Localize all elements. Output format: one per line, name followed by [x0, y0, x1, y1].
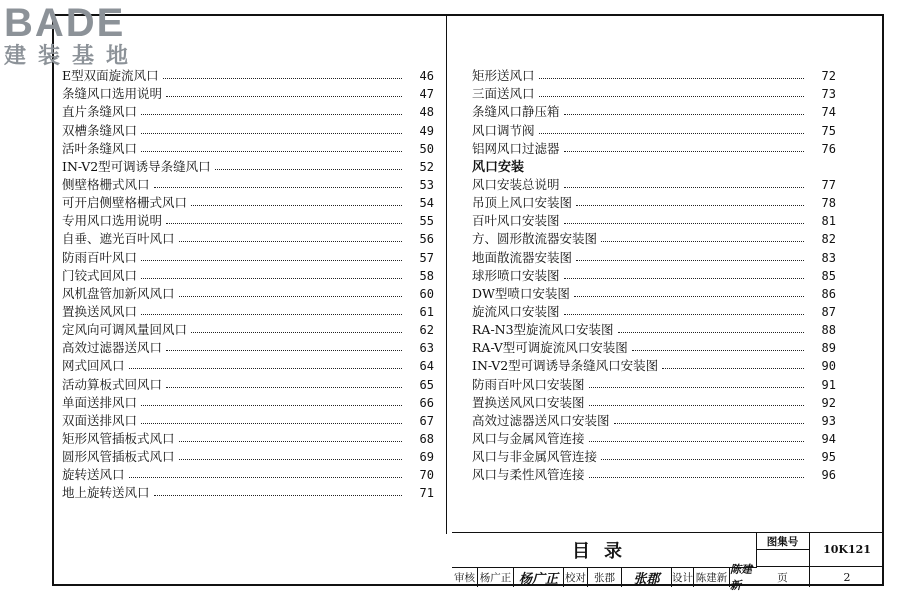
toc-entry-page: 87	[821, 304, 836, 319]
toc-entry-title: 高效过滤器送风口	[62, 340, 163, 356]
toc-entry-page: 46	[419, 69, 434, 84]
reviewer-name: 杨广正	[478, 567, 514, 587]
toc-entry-title: 条缝风口选用说明	[62, 86, 163, 102]
toc-entry	[62, 320, 434, 338]
toc-entry-page: 54	[419, 196, 434, 211]
dot-leader	[215, 169, 402, 170]
dot-leader	[601, 241, 804, 242]
toc-entry-title: 双面送排风口	[62, 412, 138, 428]
dot-leader	[589, 477, 804, 478]
dot-leader	[179, 296, 402, 297]
dot-leader	[589, 405, 804, 406]
dot-leader	[191, 332, 402, 333]
dot-leader	[141, 133, 402, 134]
toc-entry	[62, 102, 434, 120]
toc-entry-title: 置换送风风口安装图	[472, 394, 585, 410]
toc-entry-title: 百叶风口安装图	[472, 213, 560, 229]
page-label: 页	[756, 567, 810, 587]
toc-entry-page: 57	[419, 250, 434, 265]
dot-leader	[141, 423, 402, 424]
toc-entry	[62, 157, 434, 175]
toc-entry	[62, 175, 434, 193]
toc-entry-title: DW型喷口安装图	[472, 285, 570, 301]
toc-entry	[62, 429, 434, 447]
toc-entry	[472, 429, 836, 447]
toc-entry-page: 93	[821, 413, 836, 428]
toc-entry	[472, 302, 836, 320]
toc-entry-page: 86	[821, 286, 836, 301]
dot-leader	[564, 114, 804, 115]
dot-leader	[154, 187, 402, 188]
dot-leader	[614, 423, 804, 424]
dot-leader	[166, 96, 402, 97]
toc-entry-page: 78	[821, 196, 836, 211]
toc-entry	[62, 302, 434, 320]
toc-entry	[472, 447, 836, 465]
dot-leader	[179, 241, 402, 242]
dot-leader	[618, 332, 804, 333]
toc-entry-page: 92	[821, 395, 836, 410]
toc-entry	[472, 356, 836, 374]
toc-entry	[62, 193, 434, 211]
toc-entry	[472, 84, 836, 102]
toc-entry-title: 风口安装总说明	[472, 176, 560, 192]
toc-entry-page: 50	[419, 141, 434, 156]
toc-entry-title: 方、圆形散流器安装图	[472, 231, 598, 247]
toc-entry-title: RA-N3型旋流风口安装图	[472, 322, 614, 338]
toc-entry	[62, 338, 434, 356]
toc-entry-title: 定风向可调风量回风口	[62, 322, 188, 338]
toc-entry	[62, 356, 434, 374]
toc-entry-page: 90	[821, 359, 836, 374]
section-heading: 风口安装	[472, 159, 525, 175]
toc-entry-page: 47	[419, 87, 434, 102]
toc-entry-page: 82	[821, 232, 836, 247]
toc-entry	[62, 465, 434, 483]
toc-entry	[62, 247, 434, 265]
toc-entry-page: 81	[821, 214, 836, 229]
design-label: 设计	[672, 567, 694, 587]
toc-entry-page: 66	[419, 395, 434, 410]
toc-entry-page: 65	[419, 377, 434, 392]
designer-signature: 陈建新	[730, 563, 752, 592]
toc-entry-page: 74	[821, 105, 836, 120]
toc-entry-page: 71	[419, 486, 434, 501]
toc-entry	[472, 175, 836, 193]
dot-leader	[574, 296, 804, 297]
toc-entry-title: 风口与金属风管连接	[472, 430, 585, 446]
toc-entry-title: 网式回风口	[62, 358, 125, 374]
toc-entry-title: 防雨百叶风口	[62, 249, 138, 265]
toc-entry	[472, 229, 836, 247]
toc-left-column	[62, 66, 434, 501]
toc-entry-title: 风口与非金属风管连接	[472, 449, 598, 465]
toc-entry	[472, 393, 836, 411]
toc-entry	[472, 193, 836, 211]
toc-entry-page: 58	[419, 268, 434, 283]
toc-entry-title: 地上旋转送风口	[62, 485, 150, 501]
toc-entry-title: 三面送风口	[472, 86, 535, 102]
dot-leader	[141, 151, 402, 152]
toc-entry	[472, 320, 836, 338]
toc-entry-page: 60	[419, 286, 434, 301]
bade-watermark-logo	[4, 2, 140, 70]
toc-entry-title: 矩形风管插板式风口	[62, 430, 175, 446]
toc-entry-page: 85	[821, 268, 836, 283]
toc-entry-title: 圆形风管插板式风口	[62, 449, 175, 465]
toc-entry	[472, 102, 836, 120]
toc-entry-page: 62	[419, 323, 434, 338]
toc-entry	[62, 66, 434, 84]
toc-entry-page: 49	[419, 123, 434, 138]
watermark-brand: BADE	[4, 1, 126, 45]
toc-entry-page: 68	[419, 431, 434, 446]
toc-entry-title: 旋转送风口	[62, 467, 125, 483]
dot-leader	[564, 151, 804, 152]
dot-leader	[662, 368, 804, 369]
toc-entry-title: 直片条缝风口	[62, 104, 138, 120]
dot-leader	[191, 205, 402, 206]
toc-entry-title: 双槽条缝风口	[62, 122, 138, 138]
toc-entry-page: 63	[419, 341, 434, 356]
toc-entry	[472, 66, 836, 84]
toc-entry-title: RA-V型可调旋流风口安装图	[472, 340, 628, 356]
atlas-label-blank	[756, 550, 810, 567]
watermark-subtitle: 建装基地	[4, 44, 141, 69]
dot-leader	[589, 441, 804, 442]
checker-name: 张郡	[588, 567, 622, 587]
toc-entry-title: 风口调节阀	[472, 122, 535, 138]
dot-leader	[576, 260, 804, 261]
reviewer-signature: 杨广正	[514, 567, 564, 587]
dot-leader	[564, 314, 804, 315]
dot-leader	[129, 477, 402, 478]
toc-entry-title: 条缝风口静压箱	[472, 104, 560, 120]
dot-leader	[564, 223, 804, 224]
toc-entry-title: IN-V2型可调诱导条缝风口	[62, 158, 211, 174]
dot-leader	[141, 278, 402, 279]
toc-entry	[472, 120, 836, 138]
toc-entry-title: 侧壁格栅式风口	[62, 176, 150, 192]
toc-entry	[472, 338, 836, 356]
toc-entry-page: 55	[419, 214, 434, 229]
toc-entry	[62, 393, 434, 411]
toc-entry-page: 53	[419, 177, 434, 192]
dot-leader	[632, 350, 804, 351]
column-divider	[446, 14, 447, 534]
toc-right-column	[472, 66, 836, 483]
toc-entry	[472, 266, 836, 284]
atlas-number-label: 图集号	[756, 533, 810, 550]
dot-leader	[154, 495, 402, 496]
dot-leader	[166, 223, 402, 224]
toc-entry-title: 自垂、遮光百叶风口	[62, 231, 175, 247]
toc-entry-page: 64	[419, 359, 434, 374]
toc-entry-title: IN-V2型可调诱导条缝风口安装图	[472, 358, 659, 374]
toc-entry-page: 77	[821, 177, 836, 192]
check-label: 校对	[564, 567, 588, 587]
toc-entry	[62, 447, 434, 465]
toc-entry-page: 73	[821, 87, 836, 102]
title-block	[452, 532, 884, 592]
dot-leader	[179, 441, 402, 442]
toc-entry-title: E型双面旋流风口	[62, 68, 159, 84]
toc-entry-page: 83	[821, 250, 836, 265]
toc-entry-title: 旋流风口安装图	[472, 303, 560, 319]
toc-entry	[62, 374, 434, 392]
toc-entry	[62, 266, 434, 284]
toc-entry	[62, 84, 434, 102]
toc-entry	[472, 139, 836, 157]
toc-entry-page: 67	[419, 413, 434, 428]
dot-leader	[141, 405, 402, 406]
dot-leader	[141, 314, 402, 315]
toc-entry-page: 72	[821, 69, 836, 84]
toc-entry-title: 地面散流器安装图	[472, 249, 573, 265]
toc-entry-page: 48	[419, 105, 434, 120]
toc-entry-page: 88	[821, 323, 836, 338]
review-label: 审核	[452, 567, 478, 587]
toc-entry	[472, 465, 836, 483]
toc-entry-page: 89	[821, 341, 836, 356]
dot-leader	[564, 278, 804, 279]
toc-entry-title: 防雨百叶风口安装图	[472, 376, 585, 392]
toc-entry-title: 置换送风风口	[62, 303, 138, 319]
toc-entry	[62, 284, 434, 302]
toc-entry-page: 76	[821, 141, 836, 156]
toc-entry-page: 75	[821, 123, 836, 138]
dot-leader	[166, 350, 402, 351]
dot-leader	[539, 96, 804, 97]
toc-entry-title: 矩形送风口	[472, 68, 535, 84]
toc-entry-title: 单面送排风口	[62, 394, 138, 410]
page-title: 目录	[452, 533, 757, 568]
toc-entry-page: 61	[419, 304, 434, 319]
toc-entry	[472, 247, 836, 265]
dot-leader	[163, 78, 402, 79]
dot-leader	[539, 133, 804, 134]
toc-entry-title: 风机盘管加新风风口	[62, 285, 175, 301]
dot-leader	[564, 187, 804, 188]
toc-entry	[472, 374, 836, 392]
toc-entry	[62, 229, 434, 247]
toc-entry	[472, 284, 836, 302]
toc-entry	[472, 211, 836, 229]
designer-name: 陈建新	[694, 567, 730, 587]
dot-leader	[601, 459, 804, 460]
toc-entry-title: 专用风口选用说明	[62, 213, 163, 229]
toc-entry-title: 球形喷口安装图	[472, 267, 560, 283]
toc-entry-page: 91	[821, 377, 836, 392]
dot-leader	[589, 387, 804, 388]
toc-entry	[472, 411, 836, 429]
toc-entry-title: 活动算板式回风口	[62, 376, 163, 392]
toc-entry-page: 70	[419, 468, 434, 483]
dot-leader	[141, 260, 402, 261]
toc-entry-page: 94	[821, 431, 836, 446]
toc-entry-page: 95	[821, 450, 836, 465]
dot-leader	[179, 459, 402, 460]
toc-entry-title: 风口与柔性风管连接	[472, 467, 585, 483]
toc-entry-title: 活叶条缝风口	[62, 140, 138, 156]
toc-entry-page: 96	[821, 468, 836, 483]
dot-leader	[129, 368, 402, 369]
toc-entry-title: 高效过滤器送风口安装图	[472, 412, 610, 428]
atlas-number: 10K121	[810, 533, 884, 567]
dot-leader	[141, 114, 402, 115]
page-number: 2	[843, 570, 851, 584]
toc-entry-page: 56	[419, 232, 434, 247]
toc-entry-title: 铝网风口过滤器	[472, 140, 560, 156]
toc-entry	[62, 120, 434, 138]
toc-entry-page: 69	[419, 450, 434, 465]
toc-entry-title: 可开启侧壁格栅式风口	[62, 195, 188, 211]
toc-entry	[62, 211, 434, 229]
dot-leader	[166, 387, 402, 388]
toc-entry-title: 门铰式回风口	[62, 267, 138, 283]
checker-signature: 张郡	[622, 567, 672, 587]
toc-entry	[62, 411, 434, 429]
dot-leader	[576, 205, 804, 206]
toc-entry	[62, 139, 434, 157]
toc-entry-title: 吊顶上风口安装图	[472, 195, 573, 211]
toc-entry-page: 52	[419, 159, 434, 174]
toc-entry	[62, 483, 434, 501]
dot-leader	[539, 78, 804, 79]
